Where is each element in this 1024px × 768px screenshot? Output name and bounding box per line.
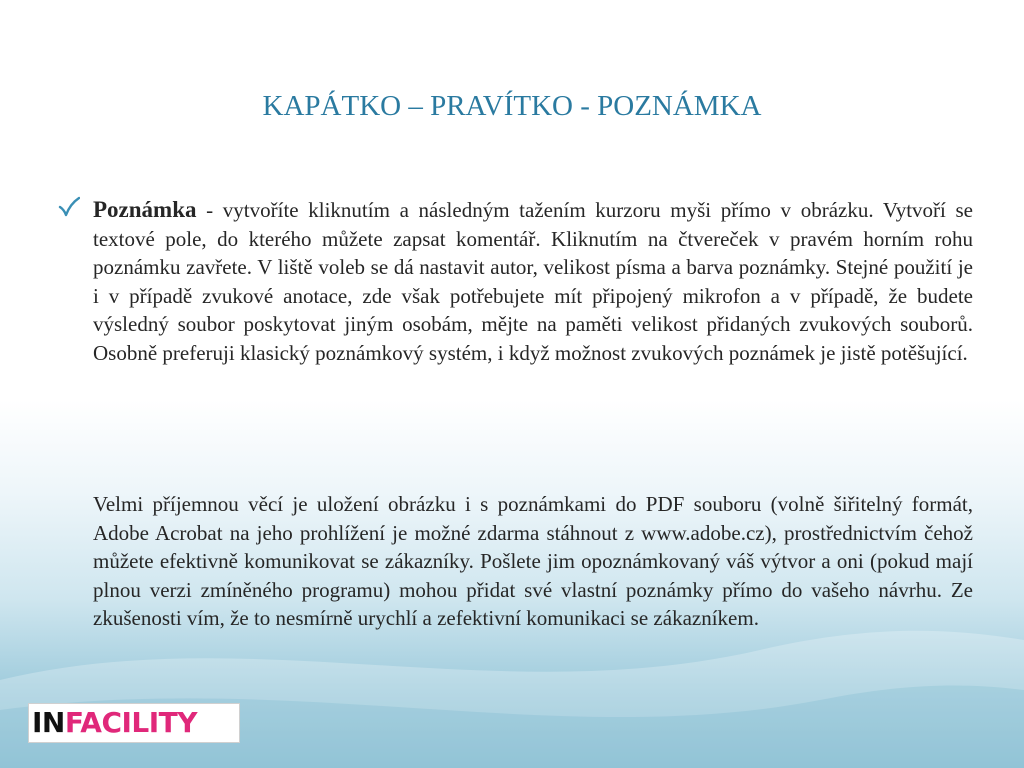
bullet-term: Poznámka <box>93 197 197 222</box>
infacility-logo <box>28 703 240 743</box>
checkmark-bullet-icon <box>58 196 80 218</box>
bullet-separator: - <box>196 198 223 222</box>
bullet-paragraph <box>93 196 973 367</box>
slide-title: KAPÁTKO – PRAVÍTKO - POZNÁMKA <box>262 90 762 122</box>
body-paragraph: Velmi příjemnou věcí je uložení obrázku i s poznámkami do PDF souboru (volně šiřitelný formát, Adobe Acrobat na jeho prohlížení je možné zdarma stáhnout z www.adobe.cz), prostřednictvím čehož můžete efektivně komunikovat se zákazníky. Pošlete jim opoznámkovaný váš výtvor a oni (pokud mají plnou verzi zmíněného programu) mohou přidat své vlastní poznámky přímo do vašeho návrhu. Ze zkušenosti vím, že to nesmírně urychlí a zefektivní komunikaci se zákazníkem. <box>93 492 973 630</box>
logo-text-in: IN <box>32 706 65 739</box>
bullet-text: vytvoříte kliknutím a následným tažením kurzoru myši přímo v obrázku. Vytvoří se textové pole, do kterého můžete zapsat komentář. Kliknutím na čtvereček v pravém horním rohu poznámku zavřete. V liště voleb se dá nastavit autor, velikost písma a barva poznámky. Stejné použití je i v případě zvukové anotace, zde však potřebujete mít připojený mikrofon a v případě, že budete výsledný soubor poskytovat jiným osobám, mějte na paměti velikost přidaných zvukových souborů. Osobně preferuji klasický poznámkový systém, i když možnost zvukových poznámek je jistě potěšující. <box>93 198 973 365</box>
logo-text-facility: FACILITY <box>64 706 198 739</box>
